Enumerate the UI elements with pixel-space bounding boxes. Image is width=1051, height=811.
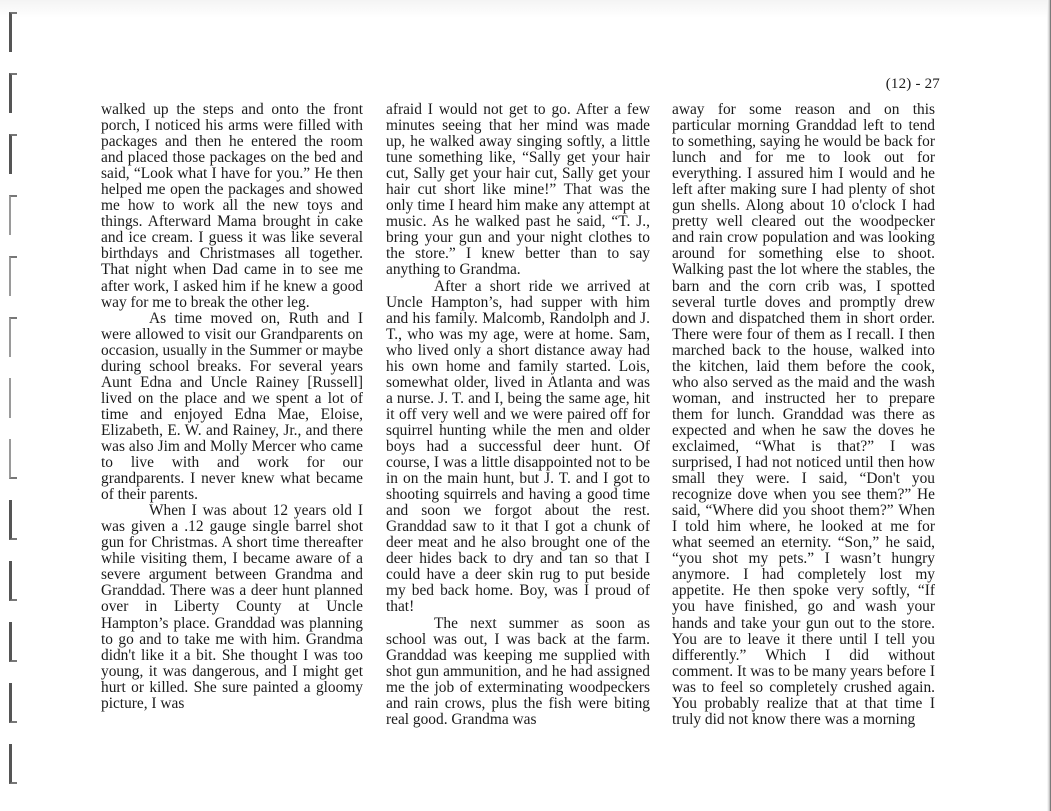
text-column-3 bbox=[672, 102, 935, 728]
binding-ring-icon bbox=[9, 12, 17, 52]
paragraph: After a short ride we arrived at Uncle Hampton’s, had supper with him and his family. Malcomb, Randolph and J. T., who was my age, were at home. Sam, who lived only a short distance away had his own home and family started. Lois, somewhat older, lived in Atlanta and was a nurse. J. T. and I, being the same age, hit it off very well and we were paired off for squirrel hunting while the men and older boys had a successful deer hunt. Of course, I was a little disappointed not to be in on the main hunt, but J. T. and I got to shooting squirrels and having a good time and soon we forgot about the rest. Granddad saw to it that I got a chunk of deer meat and he also brought one of the deer hides back to dry and tan so that I could have a deer skin rug to put beside my bed back home. Boy, was I proud of that! bbox=[386, 277, 650, 616]
binding-ring-icon bbox=[9, 622, 17, 662]
binding-ring-icon bbox=[9, 744, 17, 784]
text-column-2 bbox=[386, 102, 650, 728]
binding-ring-icon bbox=[9, 134, 17, 174]
text-column-1 bbox=[101, 102, 363, 712]
paragraph: The next summer as soon as school was out, I was back at the farm. Granddad was keeping me supplied with shot gun ammunition, and he had assigned me the job of exterminating woodpeckers and rain crows, plus the fish were biting real good. Grandma was bbox=[386, 614, 650, 728]
paragraph: walked up the steps and onto the front porch, I noticed his arms were filled with packages and then he entered the room and placed those packages on the bed and said, “Look what I have for you.” He then helped me open the packages and showed me how to work all the new toys and things. Afterward Mama brought in cake and ice cream. I guess it was like several birthdays and Christmases all together. That night when Dad came in to see me after work, I asked him if he knew a good way for me to break the other leg. bbox=[101, 101, 363, 311]
page-number: (12) - 27 bbox=[885, 76, 940, 92]
binding-ring-icon bbox=[9, 500, 17, 540]
binding-ring-icon bbox=[9, 73, 17, 113]
binding-ring-icon bbox=[9, 256, 17, 296]
paragraph: When I was about 12 years old I was given a .12 gauge single barrel shot gun for Christmas. A short time thereafter while visiting them, I became aware of a severe argument between Grandma and Granddad. There was a deer hunt planned over in Liberty County at Uncle Hampton’s place. Granddad was planning to go and to take me with him. Grandma didn't like it a bit. She thought I was too young, it was dangerous, and I might get hurt or killed. She sure painted a gloomy picture, I was bbox=[101, 502, 363, 712]
binding-ring-icon bbox=[9, 561, 17, 601]
paragraph: afraid I would not get to go. After a few minutes seeing that her mind was made up, he walked away singing softly, a little tune something like, “Sally get your hair cut, Sally get your hair cut, Sally get your hair cut short like mine!” That was the only time I heard him make any attempt at music. As he walked past he said, “T. J., bring your gun and your night clothes to the store.” I knew better than to say anything to Grandma. bbox=[386, 101, 650, 279]
binding-ring-icon bbox=[9, 195, 17, 235]
binding-ring-icon bbox=[9, 317, 17, 357]
spiral-binding bbox=[9, 0, 29, 811]
binding-ring-icon bbox=[9, 683, 17, 723]
binding-ring-icon bbox=[9, 439, 17, 479]
page-edge-shadow bbox=[1047, 0, 1051, 811]
paragraph: away for some reason and on this particular morning Granddad left to tend to something, saying he would be back for lunch and for me to look out for everything. I assured him I would and he left after making sure I had plenty of shot gun shells. Along about 10 o'clock I had pretty well cleared out the woodpecker and rain crow population and was looking around for something else to shoot. Walking past the lot where the stables, the barn and the corn crib was, I spotted several turtle doves and promptly drew down and dispatched them in short order. There were four of them as I recall. I then marched back to the house, walked into the kitchen, laid them before the cook, who also served as the maid and the wash woman, and instructed her to prepare them for lunch. Granddad was there as expected and when he saw the doves he exclaimed, “What is that?” I was surprised, I had not noticed until then how small they were. I said, “Don't you recognize dove when you see them?” He said, “Where did you shoot them?” When I told him where, he looked at me for what seemed an eternity. “Son,” he said, “you shot my pets.” I wasn’t hungry anymore. I had completely lost my appetite. He then spoke very softly, “If you have finished, go and wash your hands and take your gun out to the store. You are to leave it there until I tell you differently.” Which I did without comment. It was to be many years before I was to feel so completely crushed again. You probably realize that at that time I truly did not know there was a morning bbox=[672, 101, 935, 728]
binding-ring-icon bbox=[9, 378, 17, 418]
paragraph: As time moved on, Ruth and I were allowed to visit our Grandparents on occasion, usually in the Summer or maybe during school breaks. For several years Aunt Edna and Uncle Rainey [Russell] lived on the place and we spent a lot of time and enjoyed Edna Mae, Eloise, Elizabeth, E. W. and Rainey, Jr., and there was also Jim and Molly Mercer who came to live with and work for our grandparents. I never knew what became of their parents. bbox=[101, 309, 364, 504]
